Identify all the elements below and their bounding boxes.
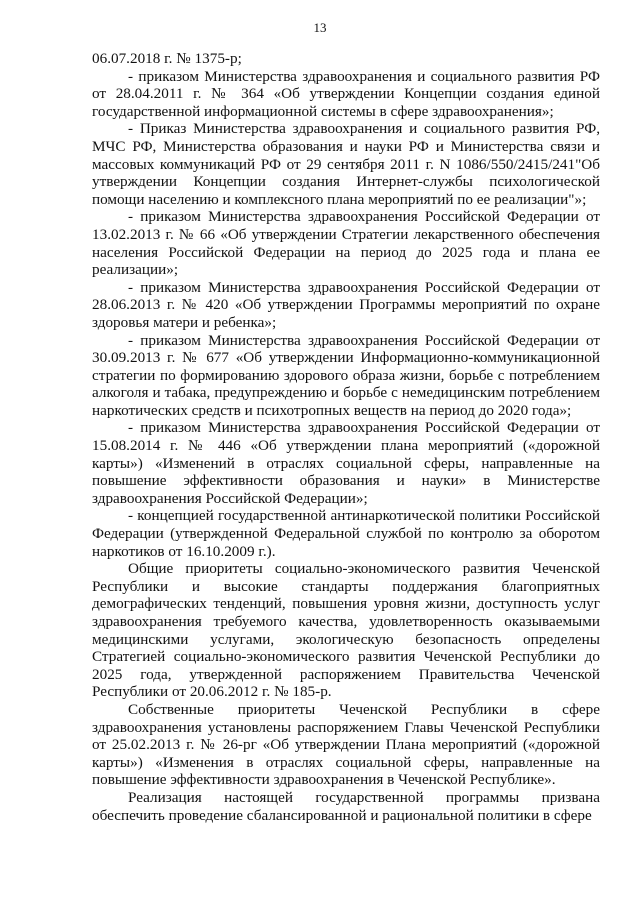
- paragraph-antidrug-concept: - концепцией государственной антинаркотической политики Российской Федерации (утвержденной Федеральной службой по контролю за оборотом наркотиков от 16.10.2009 г.).: [92, 507, 600, 560]
- paragraph-order-446: - приказом Министерства здравоохранения Российской Федерации от 15.08.2014 г. № 446 «Об утверждении плана мероприятий («дорожной карты») «Изменений в отраслях социальной сферы, направленные на повышение эффективности образования и науки» в Министерстве здравоохранения Российской Федерации»;: [92, 419, 600, 507]
- paragraph-order-66: - приказом Министерства здравоохранения Российской Федерации от 13.02.2013 г. № 66 «Об утверждении Стратегии лекарственного обеспечения населения Российской Федерации на период до 2025 года и плана ее реализации»;: [92, 208, 600, 279]
- paragraph-order-420: - приказом Министерства здравоохранения Российской Федерации от 28.06.2013 г. № 420 «Об утверждении Программы мероприятий по охране здоровья матери и ребенка»;: [92, 278, 600, 331]
- paragraph-order-364: - приказом Министерства здравоохранения и социального развития РФ от 28.04.2011 г. № 364 «Об утверждении Концепции создания единой государственной информационной системы в сфере здравоохранения»;: [92, 67, 600, 120]
- paragraph-order-1086: - Приказ Министерства здравоохранения и социального развития РФ, МЧС РФ, Министерства образования и науки РФ и Министерства связи и массовых коммуникаций РФ от 29 сентября 2011 г. N 1086/550/2415/241"Об утверждении Концепции создания Интернет-службы психологической помощи населению и комплексного плана мероприятий по ее реализации"»;: [92, 120, 600, 208]
- paragraph-order-677: - приказом Министерства здравоохранения Российской Федерации от 30.09.2013 г. № 677 «Об утверждении Информационно-коммуникационной стратегии по формированию здорового образа жизни, борьбе с потреблением алкоголя и табака, предупреждению и борьбе с немедицинским потреблением наркотических средств и психотропных веществ на период до 2020 года»;: [92, 331, 600, 419]
- paragraph-order-date-continuation: 06.07.2018 г. № 1375-р;: [92, 50, 242, 67]
- paragraph-program-implementation: Реализация настоящей государственной программы призвана обеспечить проведение сбалансированной и рациональной политики в сфере: [92, 788, 600, 824]
- paragraph-own-priorities: Собственные приоритеты Чеченской Республики в сфере здравоохранения установлены распоряжением Главы Чеченской Республики от 25.02.2013 г. № 26-рг «Об утверждении Плана мероприятий («дорожной карты») «Изменения в отраслях социальной сферы, направленные на повышение эффективности здравоохранения в Чеченской Республике».: [92, 700, 600, 789]
- document-body: [92, 50, 600, 824]
- page-number: 13: [313, 20, 327, 35]
- paragraph-general-priorities: Общие приоритеты социально-экономического развития Чеченской Республики и высокие стандарты поддержания благоприятных демографических тенденций, повышения уровня жизни, доступность услуг здравоохранения требуемого качества, удовлетворенность оказываемыми медицинскими услугами, экологическую безопасность определены Стратегией социально-экономического развития Чеченской Республики до 2025 года, утвержденной распоряжением Правительства Чеченской Республики от 20.06.2012 г. № 185-р.: [92, 560, 600, 701]
